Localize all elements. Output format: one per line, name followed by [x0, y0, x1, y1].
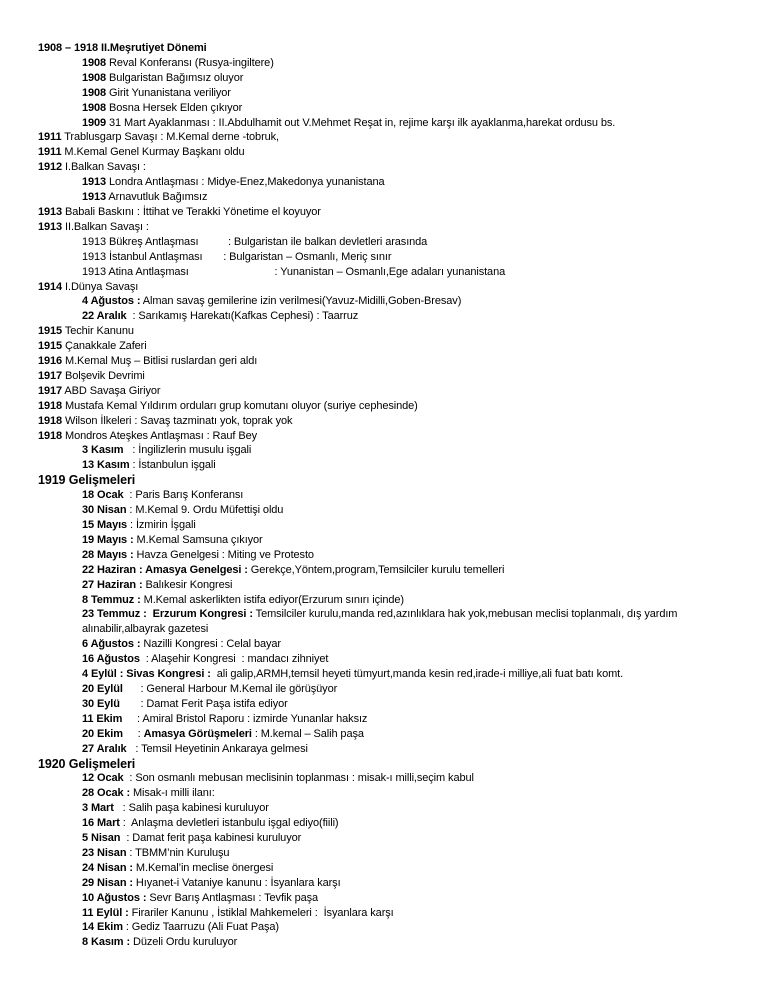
doc-line	[38, 86, 750, 101]
doc-text-segment: I.Balkan Savaşı :	[62, 161, 146, 174]
doc-text-segment: M.Kemal’in meclise önergesi	[132, 861, 274, 874]
doc-text-segment: 19 Mayıs :	[82, 533, 134, 546]
doc-text-segment: Reval Konferansı (Rusya-ingiltere)	[106, 56, 274, 69]
doc-text-segment: 3 Mart	[82, 802, 114, 815]
doc-text-segment: 1913	[82, 176, 107, 189]
doc-text-segment: Arnavutluk Bağımsız	[106, 191, 208, 204]
doc-text-segment: 1913	[82, 191, 107, 204]
doc-line	[38, 116, 750, 131]
doc-text-segment: 1908	[82, 71, 107, 84]
doc-line	[38, 384, 750, 399]
doc-line	[38, 369, 750, 384]
doc-line	[38, 294, 750, 309]
doc-text-segment: 23 Nisan	[82, 846, 127, 859]
doc-text-segment: M.Kemal Muş – Bitlisi ruslardan geri aldı	[62, 355, 258, 368]
doc-text-segment: 22 Aralık	[82, 310, 127, 323]
doc-text-segment: 1915	[38, 340, 63, 353]
doc-line	[38, 175, 750, 190]
doc-line	[38, 935, 750, 950]
doc-text-segment: Hıyanet-i Vataniye kanunu : İsyanlara karşı	[132, 876, 341, 889]
doc-text-segment: 1909	[82, 116, 107, 129]
doc-text-segment: Sevr Barış Antlaşması : Tevfik paşa	[146, 891, 319, 904]
doc-text-segment: :	[122, 727, 144, 740]
doc-text-segment: 1913 İstanbul Antlaşması : Bulgaristan – Osmanlı, Meriç sınır	[82, 250, 392, 263]
doc-line	[38, 920, 750, 935]
doc-text-segment: 10 Ağustos :	[82, 891, 147, 904]
doc-text-segment: 1911	[38, 146, 62, 159]
doc-text-segment: Gerekçe,Yöntem,program,Temsilciler kurulu temelleri	[247, 563, 505, 576]
doc-line	[38, 220, 750, 235]
doc-text-segment: : Anlaşma devletleri istanbulu işgal ediyo(fiili)	[119, 817, 339, 830]
doc-text-segment: Amasya Görüşmeleri	[143, 727, 252, 740]
doc-text-segment: 27 Haziran :	[82, 578, 143, 591]
doc-text-segment: 1913	[38, 220, 63, 233]
doc-line	[38, 593, 750, 608]
doc-line	[38, 742, 750, 757]
doc-line	[38, 712, 750, 727]
doc-line	[38, 443, 750, 458]
doc-text-segment: : Gediz Taarruzu (Ali Fuat Paşa)	[122, 921, 279, 934]
doc-text-segment: 16 Mart	[82, 817, 120, 830]
doc-line	[38, 607, 750, 622]
doc-text-segment: 23 Temmuz : Erzurum Kongresi :	[82, 608, 253, 621]
doc-text-segment: 1913	[38, 205, 63, 218]
doc-text-segment: 30 Nisan	[82, 504, 127, 517]
doc-text-segment: Alman savaş gemilerine izin verilmesi(Yavuz-Midilli,Goben-Bresav)	[140, 295, 462, 308]
doc-text-segment: 1913 Bükreş Antlaşması : Bulgaristan ile balkan devletleri arasında	[82, 235, 428, 248]
doc-text-segment: Havza Genelgesi : Miting ve Protesto	[133, 548, 314, 561]
doc-text-segment: 20 Ekim	[82, 727, 123, 740]
doc-line	[38, 682, 750, 697]
doc-line	[38, 160, 750, 175]
doc-text-segment: : Salih paşa kabinesi kuruluyor	[113, 802, 269, 815]
doc-text-segment: : Alaşehir Kongresi : mandacı zihniyet	[139, 653, 329, 666]
doc-text-segment: Firariler Kanunu , İstiklal Mahkemeleri : İsyanlara karşı	[128, 906, 394, 919]
doc-line	[38, 667, 750, 682]
doc-text-segment: Bolşevik Devrimi	[62, 369, 145, 382]
doc-text-segment: I.Dünya Savaşı	[62, 280, 139, 293]
doc-line	[38, 548, 750, 563]
doc-line	[38, 533, 750, 548]
doc-text-segment: Balıkesir Kongresi	[142, 578, 233, 591]
doc-text-segment: : Son osmanlı mebusan meclisinin toplanması : misak-ı milli,seçim kabul	[123, 772, 474, 785]
doc-line	[38, 637, 750, 652]
doc-text-segment: 6 Ağustos :	[82, 638, 141, 651]
doc-text-segment: 3 Kasım	[82, 444, 124, 457]
doc-text-segment: 1908	[82, 101, 107, 114]
doc-line	[38, 280, 750, 295]
doc-line	[38, 429, 750, 444]
doc-line	[38, 56, 750, 71]
doc-line	[38, 414, 750, 429]
doc-line	[38, 190, 750, 205]
doc-text-segment: 11 Ekim	[82, 712, 123, 725]
doc-text-segment: 1916	[38, 355, 63, 368]
doc-text-segment: Bulgaristan Bağımsız oluyor	[106, 71, 244, 84]
doc-text-segment: 1911	[38, 131, 62, 144]
doc-text-segment: 27 Aralık	[82, 742, 127, 755]
doc-line	[38, 503, 750, 518]
doc-text-segment: 13 Kasım	[82, 459, 130, 472]
doc-line	[38, 145, 750, 160]
doc-text-segment: : Damat Ferit Paşa istifa ediyor	[119, 697, 288, 710]
doc-text-segment: 1919 Gelişmeleri	[38, 473, 136, 488]
doc-line	[38, 891, 750, 906]
doc-text-segment: : İstanbulun işgali	[129, 459, 216, 472]
doc-line	[38, 786, 750, 801]
doc-line	[38, 324, 750, 339]
doc-line	[38, 876, 750, 891]
doc-line	[38, 697, 750, 712]
doc-text-segment: 1908 – 1918 II.Meşrutiyet Dönemi	[38, 42, 207, 54]
doc-line	[38, 488, 750, 503]
doc-text-segment: 28 Mayıs :	[82, 548, 134, 561]
doc-text-segment: : Amiral Bristol Raporu : izmirde Yunanlar haksız	[122, 712, 368, 725]
doc-text-segment: Temsilciler kurulu,manda red,azınlıklara hak yok,mebusan meclisi toplanmalı, dış yardım	[252, 608, 678, 621]
doc-text-segment: 1908	[82, 86, 107, 99]
doc-text-segment: Bosna Hersek Elden çıkıyor	[106, 101, 243, 114]
doc-line	[38, 205, 750, 220]
doc-line	[38, 622, 750, 637]
doc-line	[38, 518, 750, 533]
doc-text-segment: 1908	[82, 56, 107, 69]
doc-text-segment: : Paris Barış Konferansı	[123, 489, 244, 502]
doc-text-segment: 22 Haziran : Amasya Genelgesi :	[82, 563, 248, 576]
doc-text-segment: Mustafa Kemal Yıldırım orduları grup komutanı oluyor (suriye cephesinde)	[62, 399, 418, 412]
doc-text-segment: : Temsil Heyetinin Ankaraya gelmesi	[126, 742, 308, 755]
doc-text-segment: : M.kemal – Salih paşa	[251, 727, 364, 740]
doc-text-segment: 24 Nisan :	[82, 861, 133, 874]
doc-line	[38, 130, 750, 145]
doc-line	[38, 801, 750, 816]
doc-text-segment: 14 Ekim	[82, 921, 123, 934]
doc-text-segment: Babali Baskını : İttihat ve Terakki Yönetime el koyuyor	[62, 205, 321, 218]
doc-text-segment: 30 Eylü	[82, 697, 120, 710]
doc-text-segment: : M.Kemal 9. Ordu Müfettişi oldu	[126, 504, 284, 517]
doc-line	[38, 41, 750, 56]
doc-text-segment: 1915	[38, 325, 63, 338]
doc-text-segment: 16 Ağustos	[82, 653, 140, 666]
doc-line	[38, 101, 750, 116]
document-body	[38, 41, 750, 950]
doc-line	[38, 354, 750, 369]
doc-text-segment: Wilson İlkeleri : Savaş tazminatı yok, toprak yok	[62, 414, 293, 427]
doc-line	[38, 250, 750, 265]
doc-text-segment: 20 Eylül	[82, 682, 123, 695]
doc-text-segment: 29 Nisan :	[82, 876, 133, 889]
doc-line	[38, 861, 750, 876]
doc-text-segment: : General Harbour M.Kemal ile görüşüyor	[122, 682, 338, 695]
doc-line	[38, 816, 750, 831]
doc-line	[38, 906, 750, 921]
doc-text-segment: : Sarıkamış Harekatı(Kafkas Cephesi) : Taarruz	[126, 310, 359, 323]
doc-text-segment: 12 Ocak	[82, 772, 124, 785]
doc-text-segment: II.Balkan Savaşı :	[62, 220, 149, 233]
doc-text-segment: Londra Antlaşması : Midye-Enez,Makedonya yunanistana	[106, 176, 385, 189]
doc-line	[38, 831, 750, 846]
doc-line	[38, 399, 750, 414]
doc-text-segment: 8 Temmuz :	[82, 593, 141, 606]
doc-text-segment: : İzmirin İşgali	[127, 519, 196, 531]
doc-text-segment: 8 Kasım :	[82, 936, 131, 949]
doc-text-segment: 1912	[38, 161, 63, 174]
doc-text-segment: 1913 Atina Antlaşması : Yunanistan – Osmanlı,Ege adaları yunanistana	[82, 265, 506, 278]
doc-text-segment: ABD Savaşa Giriyor	[62, 384, 161, 397]
doc-text-segment: 1918	[38, 429, 63, 442]
doc-text-segment: 1918	[38, 399, 63, 412]
doc-text-segment: M.Kemal askerlikten istifa ediyor(Erzurum sınırı içinde)	[140, 593, 404, 606]
doc-text-segment: Çanakkale Zaferi	[62, 340, 147, 353]
doc-text-segment: 11 Eylül :	[82, 906, 129, 919]
doc-text-segment: Trablusgarp Savaşı : M.Kemal derne -tobruk,	[61, 131, 280, 144]
doc-text-segment: 1918	[38, 414, 63, 427]
doc-text-segment: Mondros Ateşkes Antlaşması : Rauf Bey	[62, 429, 257, 442]
doc-line	[38, 563, 750, 578]
doc-text-segment: 1917	[38, 369, 63, 382]
doc-text-segment: 4 Eylül : Sivas Kongresi :	[82, 668, 211, 681]
doc-text-segment: Techir Kanunu	[62, 325, 134, 338]
doc-line	[38, 652, 750, 667]
doc-text-segment: 4 Ağustos :	[82, 295, 141, 308]
doc-text-segment: Girit Yunanistana veriliyor	[106, 86, 231, 99]
doc-line	[38, 235, 750, 250]
doc-text-segment: 1914	[38, 280, 63, 293]
doc-line	[38, 846, 750, 861]
doc-line	[38, 265, 750, 280]
doc-line	[38, 727, 750, 742]
doc-text-segment: 1917	[38, 384, 63, 397]
doc-text-segment: Nazilli Kongresi : Celal bayar	[140, 638, 281, 651]
doc-line	[38, 71, 750, 86]
doc-line	[38, 458, 750, 473]
doc-text-segment: 1920 Gelişmeleri	[38, 756, 136, 771]
doc-text-segment: alınabilir,albayrak gazetesi	[82, 623, 209, 636]
doc-line	[38, 339, 750, 354]
doc-text-segment: 15 Mayıs	[82, 519, 128, 531]
doc-line	[38, 578, 750, 593]
doc-text-segment: : Damat ferit paşa kabinesi kuruluyor	[120, 832, 302, 845]
doc-line	[38, 771, 750, 786]
doc-text-segment: Düzeli Ordu kuruluyor	[130, 936, 238, 949]
section-header	[38, 757, 750, 772]
doc-text-segment: : İngilizlerin musulu işgali	[123, 444, 252, 457]
doc-text-segment: M.Kemal Samsuna çıkıyor	[133, 533, 263, 546]
doc-text-segment: : TBMM’nin Kuruluşu	[126, 846, 230, 859]
doc-text-segment: 5 Nisan	[82, 832, 121, 845]
doc-text-segment: ali galip,ARMH,temsil heyeti tümyurt,manda kesin red,irade-i milliye,ali fuat batı komt.	[210, 668, 624, 681]
doc-text-segment: Misak-ı milli ilanı:	[130, 787, 215, 800]
doc-text-segment: 31 Mart Ayaklanması : II.Abdulhamit out V.Mehmet Reşat in, rejime karşı ilk ayaklanma,harekat ordusu bs.	[106, 116, 616, 129]
section-header	[38, 473, 750, 488]
doc-text-segment: 18 Ocak	[82, 489, 124, 502]
doc-line	[38, 309, 750, 324]
doc-text-segment: 28 Ocak :	[82, 787, 131, 800]
doc-text-segment: M.Kemal Genel Kurmay Başkanı oldu	[61, 146, 245, 159]
